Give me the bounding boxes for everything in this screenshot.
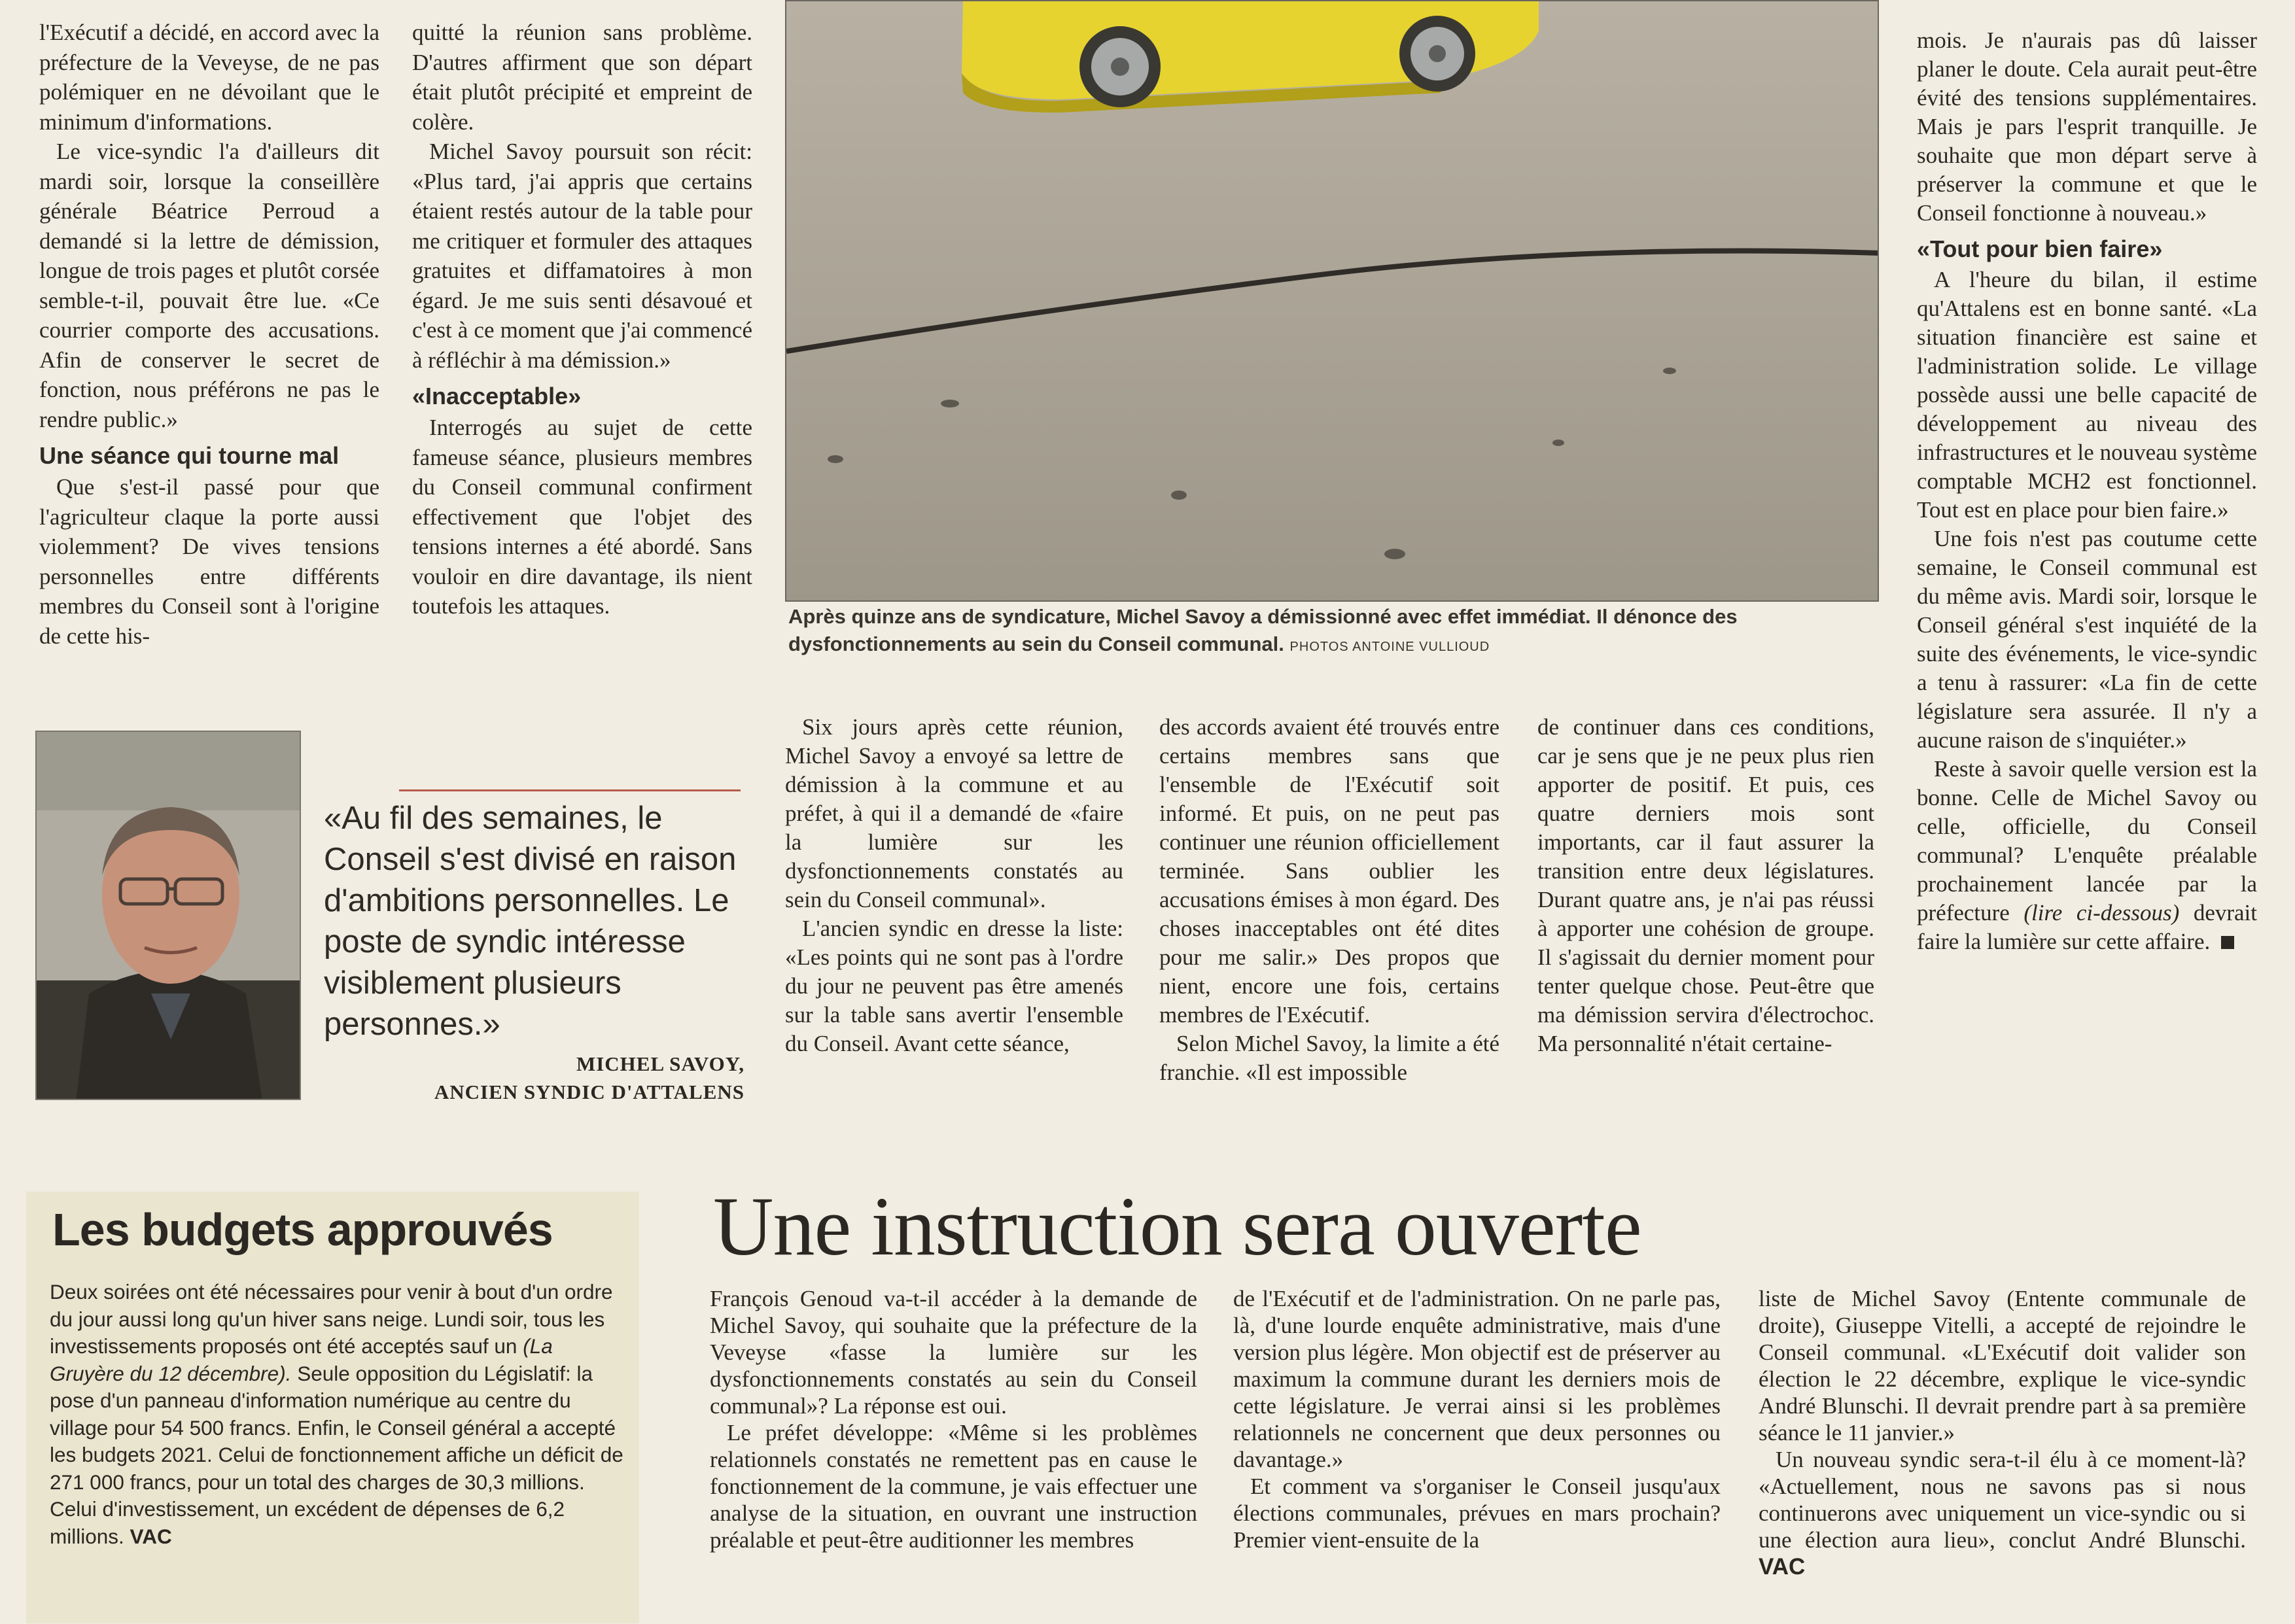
article-column-4 xyxy=(1159,713,1499,1087)
caption-text: Après quinze ans de syndicature, Michel Savoy a démissionné avec effet immédiat. Il dénonce des dysfonctionnements au sein du Conseil communal. xyxy=(788,605,1738,655)
attribution-role: ANCIEN SYNDIC D'ATTALENS xyxy=(434,1080,745,1103)
pull-quote: «Au fil des semaines, le Conseil s'est divisé en raison d'ambitions personnelles. Le poste de syndic intéresse visiblement plusieurs personnes.» xyxy=(324,801,737,1042)
text-run: Seule opposition du Législatif: la pose d'un panneau d'information numérique au centre du village pour 54 500 francs. Enfin, le Conseil général a accepté les budgets 2021. Celui de fonctionnement affiche un déficit de 271 000 francs, pour un total des charges de 30,3 millions. Celui d'investissement, un excédent de dépenses de 6,2 millions. xyxy=(50,1361,623,1548)
paragraph: Selon Michel Savoy, la limite a été franchie. «Il est impossible xyxy=(1159,1031,1499,1085)
text-run: (La Gruyère du 12 décembre). xyxy=(50,1334,553,1385)
paragraph xyxy=(1759,1446,2246,1580)
paragraph: François Genoud va-t-il accéder à la demande de Michel Savoy, qui souhaite que la préfecture de la Veveyse «fasse la lumière sur les dysfonctionnements constatés au sein du Conseil communal»? La réponse est oui. xyxy=(710,1286,1197,1419)
subheading: «Tout pour bien faire» xyxy=(1917,235,2163,262)
subheading: «Inacceptable» xyxy=(412,383,582,409)
text-run: Deux soirées ont été nécessaires pour venir à bout d'un ordre du jour aussi long qu'un hiver sans neige. Lundi soir, tous les investissements proposés ont été acceptés sauf un xyxy=(50,1280,613,1358)
paragraph: Une fois n'est pas coutume cette semaine, le Conseil communal est du même avis. Mardi soir, lorsque le Conseil général s'est inquiété de la suite des événements, le vice-syndic a tenu à rassurer: «La fin de cette législature sera assurée. Il n'y a aucune raison de s'inquiéter.» xyxy=(1917,526,2257,753)
signature: VAC xyxy=(130,1524,172,1548)
text-run: Un nouveau syndic sera-t-il élu à ce moment-là? «Actuellement, nous ne savons pas si nous continuerons avec uniquement un vice-syndic ou si une élection aura lieu», conclut André Blunschi. xyxy=(1759,1447,2246,1553)
divider xyxy=(399,789,741,791)
paragraph: l'Exécutif a décidé, en accord avec la préfecture de la Veveyse, de ne pas polémiquer en ne dévoilant que le minimum d'informations. xyxy=(39,20,379,135)
article-column-3 xyxy=(785,713,1123,1058)
paragraph: Michel Savoy poursuit son récit: «Plus tard, j'ai appris que certains étaient restés autour de la table pour me critiquer et formuler des attaques gratuites et diffamatoires à mon égard. Je me suis senti désavoué et c'est à ce moment que j'ai commencé à réfléchir à ma démission.» xyxy=(412,139,752,373)
end-mark-icon xyxy=(2221,936,2234,949)
article-photo-car xyxy=(785,0,1879,602)
paragraph: Interrogés au sujet de cette fameuse séance, plusieurs membres du Conseil communal confirment effectivement que l'objet des tensions internes a été abordé. Sans vouloir en dire davantage, ils nient toutefois les attaques. xyxy=(412,415,752,619)
attribution-name: MICHEL SAVOY, xyxy=(576,1052,745,1075)
text-run: (lire ci-dessous) xyxy=(2023,900,2180,925)
paragraph: quitté la réunion sans problème. D'autres affirment que son départ était plutôt précipité et empreint de colère. xyxy=(412,20,752,135)
headline: Une instruction sera ouverte xyxy=(713,1180,1641,1273)
paragraph: Que s'est-il passé pour que l'agriculteur claque la porte aussi violemment? De vives tensions personnelles entre différents membres du Conseil sont à l'origine de cette his- xyxy=(39,474,379,649)
text-run: devrait faire la lumière sur cette affaire. xyxy=(1917,900,2257,954)
photo-credit: PHOTOS ANTOINE VULLIOUD xyxy=(1289,640,1490,654)
article-column-6 xyxy=(1917,26,2257,956)
signature: VAC xyxy=(1759,1554,1806,1580)
bottom-column-3 xyxy=(1759,1285,2246,1580)
article-column-5 xyxy=(1537,713,1874,1058)
text-run: Reste à savoir quelle version est la bonne. Celle de Michel Savoy ou celle, officielle, du Conseil communal? L'enquête préalable prochainement lancée par la préfecture xyxy=(1917,756,2257,925)
portrait-photo xyxy=(35,731,301,1100)
paragraph: L'ancien syndic en dresse la liste: «Les points qui ne sont pas à l'ordre du jour ne peuvent pas être amenés sur la table sans avertir l'ensemble du Conseil. Avant cette séance, xyxy=(785,916,1123,1056)
box-title: Les budgets approuvés xyxy=(52,1204,553,1255)
bottom-column-1 xyxy=(710,1285,1197,1553)
paragraph: Le vice-syndic l'a d'ailleurs dit mardi soir, lorsque la conseillère générale Béatrice Perroud a demandé si la lettre de démission, longue de trois pages et plutôt corsée semble-t-il, pouvait être lue. «Ce courrier comporte des accusations. Afin de conserver le secret de fonction, nous préférons ne pas le rendre public.» xyxy=(39,139,379,432)
paragraph: mois. Je n'aurais pas dû laisser planer le doute. Cela aurait peut-être évité des tensions supplémentaires. Mais je pars l'esprit tranquille. Je souhaite que mon départ serve à préserver la commune et que le Conseil fonctionne à nouveau.» xyxy=(1917,27,2257,226)
paragraph xyxy=(1917,755,2257,956)
article-column-2 xyxy=(412,18,752,621)
article-column-1 xyxy=(39,18,379,651)
paragraph: de continuer dans ces conditions, car je sens que je ne peux plus rien apporter de positif. Et puis, ces quatre derniers mois sont importants, car il faut assurer la transition entre deux législatures. Durant quatre ans, je n'ai pas réussi à apporter une cohésion de groupe. Il s'agissait du dernier moment pour tenter quelque chose. Peut-être que ma démission servira d'électrochoc. Ma personnalité n'était certaine- xyxy=(1537,714,1874,1056)
budget-box xyxy=(26,1192,639,1623)
paragraph: Et comment va s'organiser le Conseil jusqu'aux élections communales, prévues en mars prochain? Premier vient-ensuite de la xyxy=(1233,1474,1721,1553)
bottom-column-2 xyxy=(1233,1285,1721,1553)
box-text xyxy=(50,1279,625,1550)
paragraph: liste de Michel Savoy (Entente communale de droite), Giuseppe Vitelli, a accepté de rejoindre le Conseil communal. «L'Exécutif doit valider son élection le 22 décembre, explique le vice-syndic André Blunschi. Il devrait prendre part à sa première séance le 11 janvier.» xyxy=(1759,1286,2246,1445)
paragraph: des accords avaient été trouvés entre certains membres sans que l'ensemble de l'Exécutif soit informé. Et puis, on ne peut pas continuer une réunion officiellement terminée. Sans oublier les accusations émises à mon égard. Des choses inacceptables ont été dites pour me salir.» Des propos que nient, encore une fois, certains membres de l'Exécutif. xyxy=(1159,714,1499,1028)
paragraph: A l'heure du bilan, il estime qu'Attalens est en bonne santé. «La situation financière est saine et l'administration solide. Le village possède aussi une belle capacité de développement au niveau des infrastructures et le nouveau système comptable MCH2 est fonctionnel. Tout est en place pour bien faire.» xyxy=(1917,267,2257,523)
subheading: Une séance qui tourne mal xyxy=(39,442,340,469)
quote-attribution xyxy=(366,1050,745,1106)
paragraph: de l'Exécutif et de l'administration. On ne parle pas, là, d'une lourde enquête administrative, mais d'une version plus légère. Mon objectif est de préserver au maximum la commune durant les derniers mois de cette législature. Je verrai ainsi si les problèmes relationnels ne concernent que deux personnes ou davantage.» xyxy=(1233,1286,1721,1472)
photo-caption xyxy=(788,603,1743,661)
paragraph: Six jours après cette réunion, Michel Savoy a envoyé sa lettre de démission à la commune et au préfet, à qui il a demandé de «faire la lumière sur les dysfonctionnements constatés au sein du Conseil communal». xyxy=(785,714,1123,912)
paragraph: Le préfet développe: «Même si les problèmes relationnels constatés ne remettent pas en cause le fonctionnement de la commune, je vais effectuer une analyse de la situation, en ouvrant une instruction préalable et peut-être auditionner les membres xyxy=(710,1420,1197,1553)
